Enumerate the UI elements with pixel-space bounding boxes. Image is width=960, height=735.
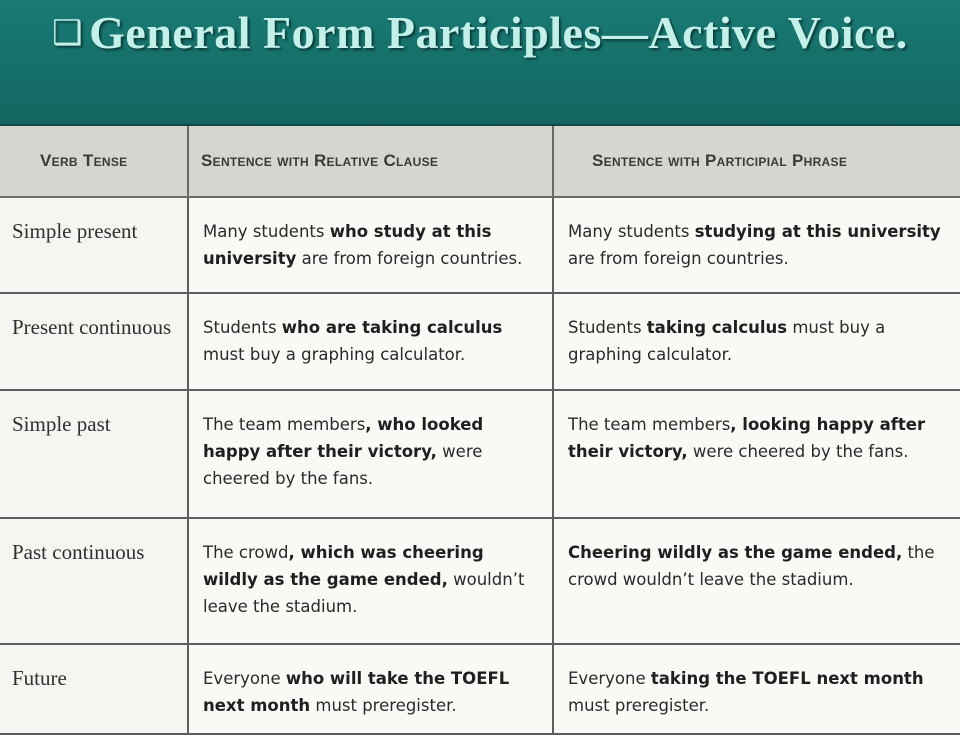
relative-clause-cell	[188, 644, 553, 734]
sentence-text: The crowd	[203, 543, 289, 562]
highlighted-phrase: who are taking calculus	[281, 318, 503, 337]
sentence-text: The team members	[568, 415, 731, 434]
verb-tense-cell: Future	[0, 644, 188, 734]
sentence-text: Students	[568, 318, 647, 337]
sentence-text: were cheered by the fans.	[687, 442, 909, 461]
sentence-text: wouldn’t leave the stadium.	[203, 570, 525, 616]
sentence-text: were cheered by the fans.	[203, 442, 483, 488]
checkbox-bullet-icon: ❑	[52, 15, 84, 52]
sentence-text: must buy a graphing calculator.	[568, 318, 886, 364]
participial-phrase-cell	[553, 197, 960, 293]
sentence-text: Many students	[203, 222, 330, 241]
highlighted-phrase: studying at this university	[694, 222, 941, 241]
participles-table	[0, 126, 960, 735]
participial-phrase-cell	[553, 293, 960, 390]
verb-tense-cell: Past continuous	[0, 518, 188, 644]
sentence-text: Everyone	[568, 669, 651, 688]
sentence-text: must buy a graphing calculator.	[203, 345, 466, 364]
sentence-text: the crowd wouldn’t leave the stadium.	[568, 543, 935, 589]
table-row	[0, 644, 960, 734]
highlighted-phrase: , who looked happy after their victory,	[203, 415, 484, 461]
header-participial-phrase: Sentence with Participial Phrase	[553, 126, 960, 197]
header-verb-tense: Verb Tense	[0, 126, 188, 197]
sentence-text: are from foreign countries.	[296, 249, 523, 268]
participial-phrase-cell	[553, 518, 960, 644]
verb-tense-cell: Present continuous	[0, 293, 188, 390]
table-row	[0, 197, 960, 293]
sentence-text: must preregister.	[310, 696, 457, 715]
verb-tense-cell: Simple past	[0, 390, 188, 518]
participial-phrase-cell	[553, 644, 960, 734]
highlighted-phrase: taking calculus	[646, 318, 788, 337]
highlighted-phrase: taking the TOEFL next month	[650, 669, 924, 688]
table-row	[0, 518, 960, 644]
relative-clause-cell	[188, 293, 553, 390]
relative-clause-cell	[188, 390, 553, 518]
participles-table-container	[0, 126, 960, 720]
sentence-text: Everyone	[203, 669, 286, 688]
header-relative-clause: Sentence with Relative Clause	[188, 126, 553, 197]
slide-title-text: General Form Participles—Active Voice.	[89, 7, 908, 58]
highlighted-phrase: , looking happy after their victory,	[568, 415, 926, 461]
table-row	[0, 293, 960, 390]
sentence-text: must preregister.	[568, 696, 710, 715]
highlighted-phrase: , which was cheering wildly as the game ended,	[203, 543, 484, 589]
table-row	[0, 390, 960, 518]
sentence-text: Students	[203, 318, 282, 337]
highlighted-phrase: who study at this university	[203, 222, 492, 268]
relative-clause-cell	[188, 197, 553, 293]
sentence-text: The team members	[203, 415, 366, 434]
title-banner	[0, 0, 960, 126]
slide-title	[0, 0, 960, 63]
highlighted-phrase: Cheering wildly as the game ended,	[568, 543, 903, 562]
table-header-row	[0, 126, 960, 197]
relative-clause-cell	[188, 518, 553, 644]
participial-phrase-cell	[553, 390, 960, 518]
verb-tense-cell: Simple present	[0, 197, 188, 293]
sentence-text: Many students	[568, 222, 695, 241]
sentence-text: are from foreign countries.	[568, 249, 789, 268]
highlighted-phrase: who will take the TOEFL next month	[203, 669, 510, 715]
